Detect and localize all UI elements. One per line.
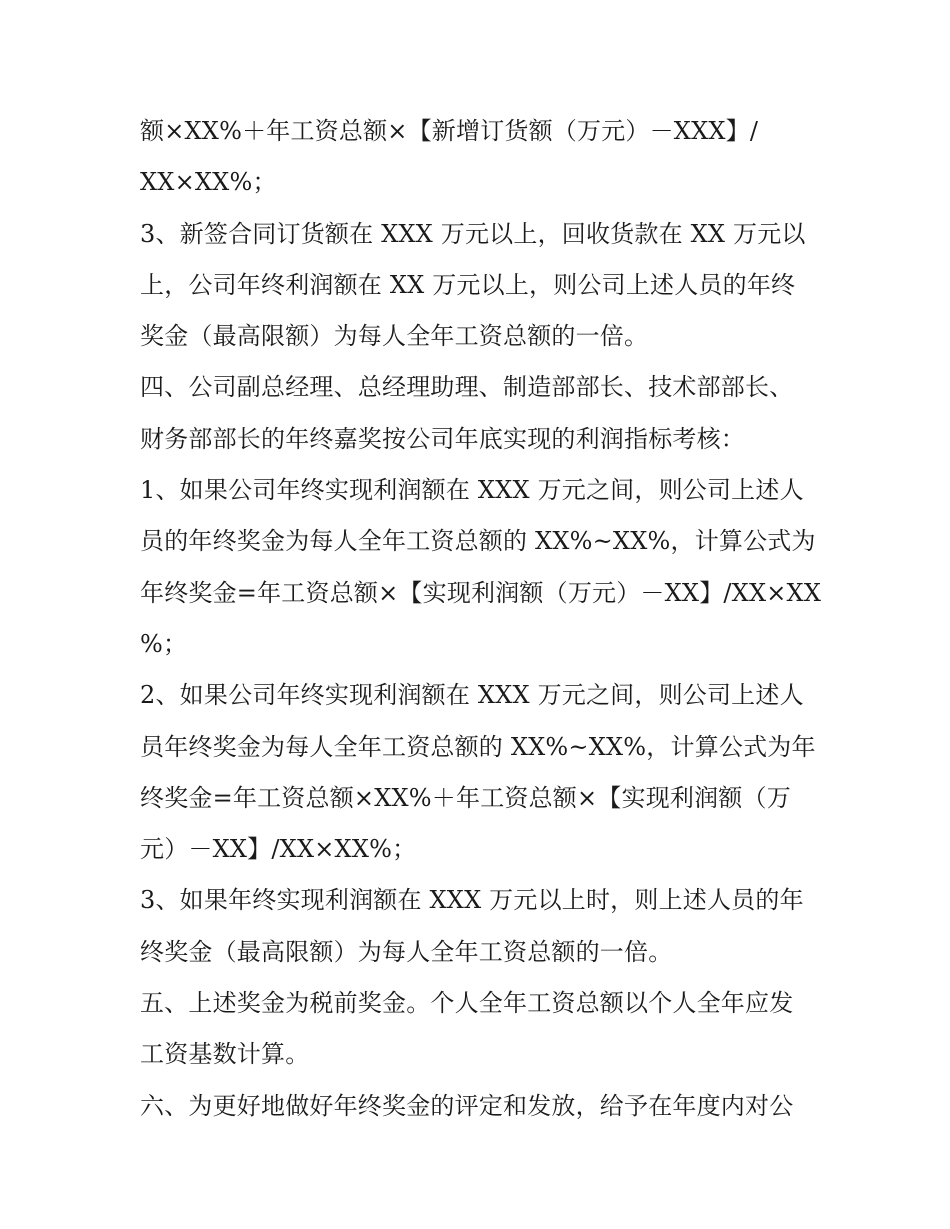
text-line: 元）－XX】/XX×XX%； [140,835,417,864]
text-line: %； [140,629,188,658]
text-line: 员的年终奖金为每人全年工资总额的 XX%~XX%，计算公式为 [140,527,816,556]
text-line: 3、如果年终实现利润额在 XXX 万元以上时，则上述人员的年 [140,886,804,915]
text-line: XX×XX%； [140,168,277,197]
text-line: 终奖金（最高限额）为每人全年工资总额的一倍。 [140,937,673,966]
document-body [140,106,820,1132]
text-line: 奖金（最高限额）为每人全年工资总额的一倍。 [140,322,649,351]
text-line: 四、公司副总经理、总经理助理、制造部部长、技术部部长、 [140,373,794,402]
text-line: 六、为更好地做好年终奖金的评定和发放，给予在年度内对公 [140,1091,794,1120]
text-line: 员年终奖金为每人全年工资总额的 XX%~XX%，计算公式为年 [140,732,816,761]
text-line: 工资基数计算。 [140,1040,310,1069]
text-line: 额×XX%＋年工资总额×【新增订货额（万元）－XXX】/ [140,117,759,145]
text-line: 终奖金=年工资总额×XX%＋年工资总额×【实现利润额（万 [140,783,791,812]
text-line: 年终奖金=年工资总额×【实现利润额（万元）－XX】/XX×XX [140,578,822,607]
text-line: 上，公司年终利润额在 XX 万元以上，则公司上述人员的年终 [140,270,796,299]
text-line: 财务部部长的年终嘉奖按公司年底实现的利润指标考核： [140,424,745,453]
text-line: 3、新签合同订货额在 XXX 万元以上，回收货款在 XX 万元以 [140,219,806,248]
text-line: 1、如果公司年终实现利润额在 XXX 万元之间，则公司上述人 [140,476,804,505]
text-line: 五、上述奖金为税前奖金。个人全年工资总额以个人全年应发 [140,989,794,1018]
text-line: 2、如果公司年终实现利润额在 XXX 万元之间，则公司上述人 [140,681,804,710]
